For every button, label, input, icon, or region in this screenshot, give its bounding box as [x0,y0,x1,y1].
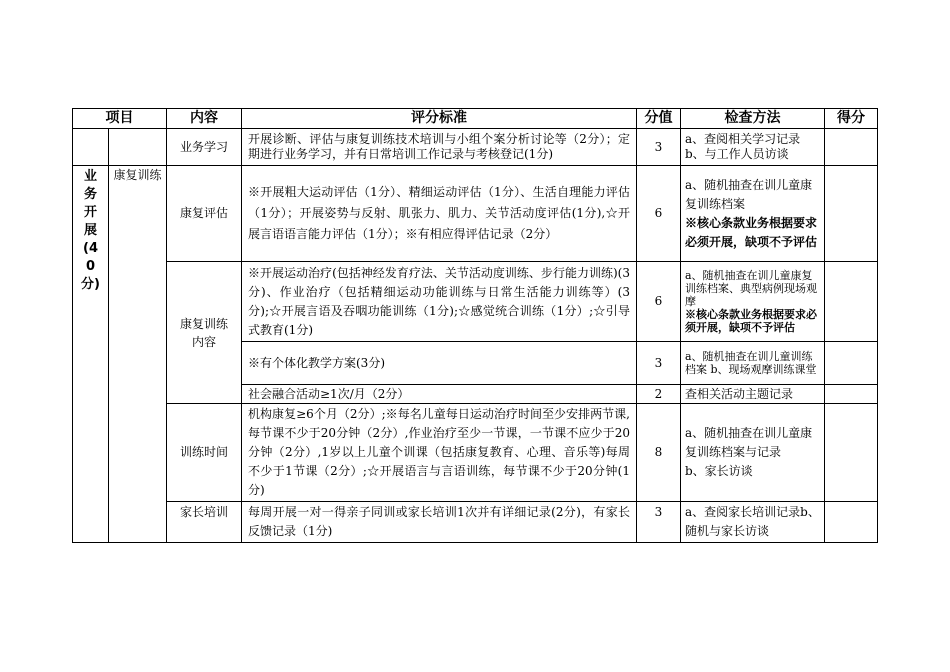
content-parent: 家长培训 [167,502,242,543]
method-training-a [681,262,825,342]
points-training-a: 6 [637,262,681,342]
points-assessment: 6 [637,166,681,262]
content-time: 训练时间 [167,404,242,502]
method-assessment [681,166,825,262]
category-char: (4 [83,241,98,256]
method-time: a、随机抽查在训儿童康复训练档案与记录 b、家长访谈 [681,404,825,502]
criteria-time: 机构康复≥6个月（2分）;※每名儿童每日运动治疗时间至少安排两节课,每节课不少于20分钟（2分）,作业治疗至少一节课，一节课不应少于20分钟（2分）,1岁以上儿童个训课（包括康复教育、心理、音乐等)每周不少于1节课（2分）;☆开展语言与言语训练，每节课不少于20分钟(1分) [242,404,637,502]
row-parent [73,502,878,543]
row-time [73,404,878,502]
category-char: 展 [83,223,97,238]
criteria-study: 开展诊断、评估与康复训练技术培训与小组个案分析讨论等（2分）；定期进行业务学习，并有日常培训工作记录与考核登记(1分) [242,129,637,166]
category-business [73,166,109,543]
header-project: 项目 [73,109,167,129]
category-char: 开 [83,205,97,220]
category-char: 0 [85,259,96,274]
method-training-b: a、随机抽查在训儿童训练档案 b、现场观摩训练课堂 [681,342,825,385]
category-char: 业 [83,169,97,184]
criteria-assessment: ※开展粗大运动评估（1分）、精细运动评估（1分）、生活自理能力评估（1分）；开展姿势与反射、肌张力、肌力、关节活动度评估(1分),☆开展言语语言能力评估（1分）；※有相应得评估记录（2分） [242,166,637,262]
score-training-c [825,385,878,404]
criteria-training-a: ※开展运动治疗(包括神经发育疗法、关节活动度训练、步行能力训练)(3分)、作业治疗（包括精细运动功能训练与日常生活能力训练等）(3分);☆开展言语及吞咽功能训练（1分);☆感觉统合训练（1分）;☆引导式教育(1分) [242,262,637,342]
points-parent: 3 [637,502,681,543]
criteria-training-c: 社会融合活动≥1次/月（2分） [242,385,637,404]
method-text: a、随机抽查在训儿童康复训练档案、典型病例现场观摩 [685,269,817,308]
method-text: a、随机抽查在训儿童康复训练档案 [685,177,813,211]
criteria-parent: 每周开展一对一得亲子同训或家长培训1次并有详细记录(2分)，有家长反馈记录（1分) [242,502,637,543]
core-note: ※核心条款业务根据要求必须开展，缺项不予评估 [685,215,818,249]
empty-cell [109,129,167,166]
row-assessment [73,166,878,262]
category-char: 务 [83,187,97,202]
score-parent [825,502,878,543]
score-training-a [825,262,878,342]
row-training-a [73,262,878,342]
empty-cell [73,129,109,166]
points-training-b: 3 [637,342,681,385]
score-study [825,129,878,166]
category-char: 分) [81,277,100,292]
points-study: 3 [637,129,681,166]
header-method: 检查方法 [681,109,825,129]
core-note: ※核心条款业务根据要求必须开展，缺项不予评估 [685,308,817,334]
criteria-training-b: ※有个体化教学方案(3分) [242,342,637,385]
row-study [73,129,878,166]
scoring-table [72,108,878,543]
score-time [825,404,878,502]
method-training-c: 查相关活动主题记录 [681,385,825,404]
header-content: 内容 [167,109,242,129]
content-study: 业务学习 [167,129,242,166]
header-points: 分值 [637,109,681,129]
subcategory-rehab: 康复训练 [109,166,167,543]
method-parent: a、查阅家长培训记录b、随机与家长访谈 [681,502,825,543]
points-time: 8 [637,404,681,502]
score-assessment [825,166,878,262]
method-study: a、查阅相关学习记录 b、与工作人员访谈 [681,129,825,166]
content-training: 康复训练内容 [167,262,242,404]
score-training-b [825,342,878,385]
header-criteria: 评分标准 [242,109,637,129]
header-score: 得分 [825,109,878,129]
points-training-c: 2 [637,385,681,404]
content-assessment: 康复评估 [167,166,242,262]
header-row [73,109,878,129]
